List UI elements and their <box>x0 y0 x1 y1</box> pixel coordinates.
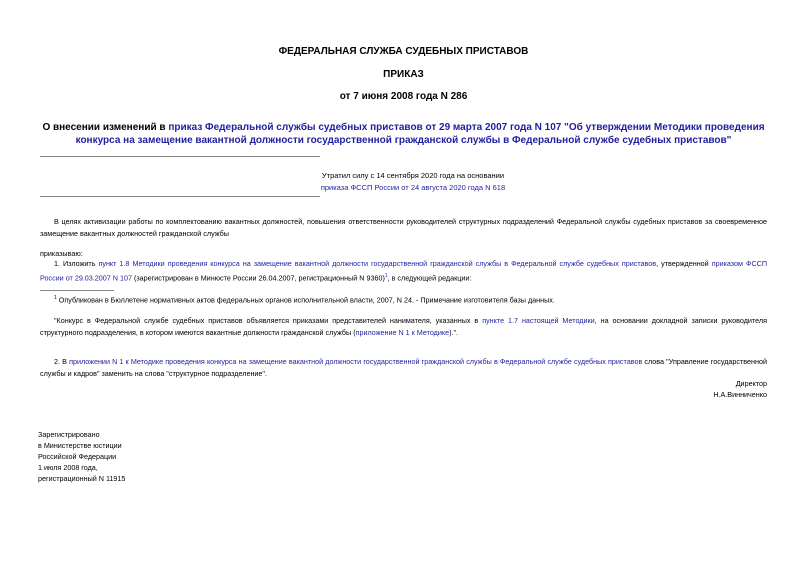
quote-paragraph <box>40 315 767 339</box>
footnote-paragraph <box>40 292 767 306</box>
divider-top <box>40 156 320 157</box>
signature-position: Директор <box>735 379 767 388</box>
footnote-text: Опубликован в Бюллетене нормативных актов федеральных органов исполнительной власти, 2007, N 24. - Примечание изготовителя базы данных. <box>58 295 555 305</box>
registration-line: Зарегистрировано <box>38 430 100 439</box>
agency-name: ФЕДЕРАЛЬНАЯ СЛУЖБА СУДЕБНЫХ ПРИСТАВОВ <box>278 46 529 57</box>
item-2-link[interactable]: приложении N 1 к Методике проведения конкурса на замещение вакантной должности государственной гражданской службы в Федеральной службе судебных приставов <box>69 357 643 366</box>
registration-line: Российской Федерации <box>38 452 117 461</box>
status-line: Утратил силу с 14 сентября 2020 года на основании <box>321 171 505 180</box>
item-1-prefix: 1. Изложить <box>54 259 99 268</box>
intro-paragraph: В целях активизации работы по комплектованию вакантных должностей, повышения ответственности руководителей структурных подразделений Федеральной службы судебных приставов за своевременное замещение вакантных должностей гражданской службы <box>40 217 767 238</box>
footnote-divider <box>40 290 114 291</box>
footnote-mark: 1 <box>54 295 57 301</box>
divider-bottom <box>40 196 320 197</box>
item-1-suffix: (зарегистрирован в Минюсте России 26.04.2007, регистрационный N 9360) <box>131 273 385 283</box>
item-1-link-order[interactable]: приказом ФССП России от 29.03.2007 N 107 <box>40 259 767 283</box>
item-1-link-methodology[interactable]: пункт 1.8 Методики проведения конкурса на замещение вакантной должности государственной гражданской службы в Федеральной службе судебных приставов <box>98 259 657 268</box>
item-1-tail: , в следующей редакции: <box>387 273 472 283</box>
quote-link-item[interactable]: пункте 1.7 настоящей Методики <box>482 316 595 325</box>
quote-mid: , на основании докладной записки руководителя структурного подразделения, в котором имеются вакантные должности гражданской службы ( <box>40 316 767 337</box>
item-1-mid: , утвержденной <box>656 259 712 268</box>
order-word: приказываю: <box>40 249 83 258</box>
document-type: ПРИКАЗ <box>383 69 424 80</box>
registration-line: 1 июля 2008 года, <box>38 463 98 472</box>
title-link[interactable]: приказ Федеральной службы судебных приставов от 29 марта 2007 года N 107 "Об утверждении Методики проведения конкурса на замещение вакантной должности государственной гражданской службы в Федеральной службе судебных приставов" <box>75 122 765 146</box>
item-1-footnote-mark[interactable]: 1 <box>384 273 388 279</box>
item-1-paragraph <box>40 258 767 284</box>
registration-line: в Министерстве юстиции <box>38 441 122 450</box>
registration-block <box>38 429 238 484</box>
quote-prefix: "Конкурс в Федеральной службе судебных приставов объявляется приказами представителей нанимателя, указанных в <box>54 316 483 325</box>
status-link[interactable]: приказа ФССП России от 24 августа 2020 года N 618 <box>320 183 506 192</box>
registration-line: регистрационный N 11915 <box>38 474 126 483</box>
title-prefix: О внесении изменений в <box>42 122 169 133</box>
document-title <box>40 121 767 147</box>
item-2-suffix: слова "Управление государственной службы и кадров" заменить на слова "структурное подразделение". <box>40 357 767 378</box>
document-date: от 7 июня 2008 года N 286 <box>339 91 468 102</box>
quote-suffix: ).". <box>449 328 459 337</box>
signature-block <box>560 378 767 400</box>
signature-name: Н.А.Винниченко <box>713 390 767 399</box>
quote-link-appendix[interactable]: приложение N 1 к Методике <box>355 328 450 337</box>
item-2-paragraph <box>40 356 767 380</box>
status-note <box>280 170 546 194</box>
item-2-prefix: 2. В <box>54 357 70 366</box>
